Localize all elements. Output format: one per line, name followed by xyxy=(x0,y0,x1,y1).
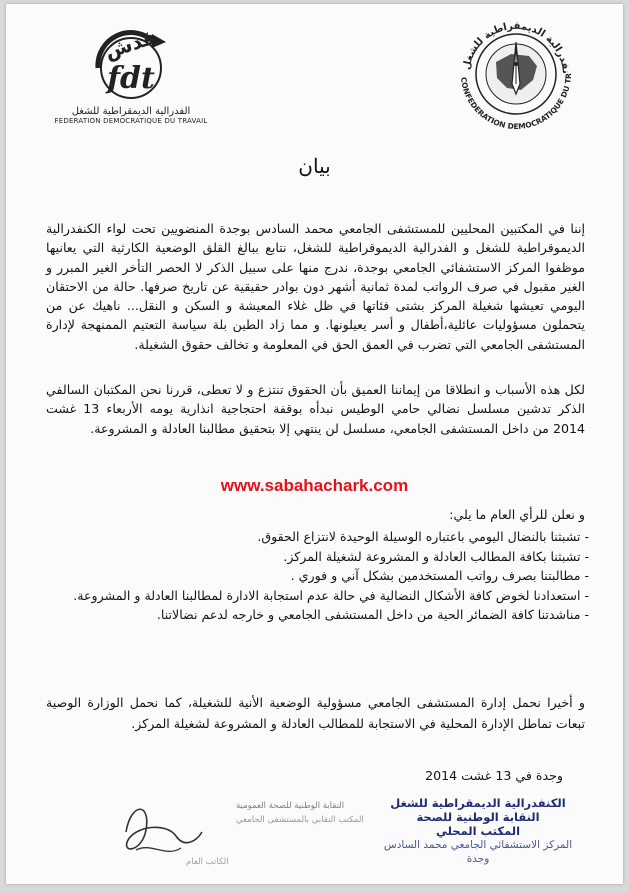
left-stamp xyxy=(106,792,364,872)
cdt-seal-icon xyxy=(451,14,581,134)
left-stamp-line1: النقابة الوطنية للصحة العمومية xyxy=(236,801,345,811)
document-date: وجدة في 13 غشت 2014 xyxy=(425,768,563,783)
fdt-arabic-wordmark: فدش xyxy=(101,24,159,64)
left-stamp-line3: الكاتب العام xyxy=(186,857,229,867)
list-item: - استعدادنا لخوض كافة الأشكال النضالية في حالة عدم استجابة الادارة لمطالبنا العادلة و المشروعة. xyxy=(73,587,589,603)
list-item: - تشبثنا بالنضال اليومي باعتباره الوسيلة الوحيدة لانتزاع الحقوق. xyxy=(257,529,589,544)
list-item: - تشبثنا بكافة المطالب العادلة و المشروعة لشغيلة المركز. xyxy=(283,548,589,564)
paragraph-intro: إننا في المكتبين المحليين للمستشفى الجامعي محمد السادس بوجدة المنضويين تحت لواء الكنفدرالية الديموقراطية للشغل و الفدرالية الديموقراطية للشغل، نتابع ببالغ القلق الوضعية الكارثية التي يعانيها موظفوا المركز الاستشفائي الجامعي بوجدة، ندرج منها على سبيل الذكر لا الحصر التأخر الغير المبرر و الغير مقبول في صرف الرواتب لمدة ثمانية أشهر دون بوادر حقيقية عن تاريخ صرفها. حالة من الاحتقان اليومي تعيشها شغيلة المركز بشتى فئاتها في ظل غلاء المعيشة و السكن و النقل... ناهيك عن من يتحملون مسؤوليات عائلية،أطفال و أسر يعيلونها. و مما زاد الطين بلة سياسة التعتيم الممنهجة لإدارة المستشفى الجامعي التي تضرب في العمق الحق في المعلومة و تخالف حقوق الشغيلة. xyxy=(46,221,585,352)
right-stamp-line5: وجدة xyxy=(466,853,490,865)
document-body xyxy=(46,219,585,438)
cdt-seal xyxy=(451,14,581,134)
right-stamp-line3: المكتب المحلي xyxy=(435,824,521,838)
list-item: - مطالبتنا بصرف رواتب المستخدمين بشكل آني و فوري . xyxy=(290,568,589,583)
demands-list xyxy=(46,527,589,625)
demands-intro: و نعلن للرأي العام ما يلي: xyxy=(449,507,585,522)
website-watermark: www.sabahachark.com xyxy=(220,476,409,495)
left-stamp-line2: المكتب النقابي بالمستشفى الجامعي xyxy=(236,815,364,825)
document-page xyxy=(6,4,623,884)
fdt-french-name: FEDERATION DEMOCRATIQUE DU TRAVAIL xyxy=(54,117,208,125)
document-title: بيان xyxy=(298,154,331,178)
fdt-acronym: fdt xyxy=(107,61,155,96)
fdt-arabic-name: الفدرالية الديمقراطية للشغل xyxy=(71,106,191,117)
right-stamp xyxy=(373,796,583,866)
fdt-logo xyxy=(46,26,216,125)
cdt-french-ring: CONFEDERATION DEMOCRATIQUE DU TR xyxy=(459,72,574,132)
paragraph-decision: لكل هذه الأسباب و انطلاقا من إيماننا العميق بأن الحقوق تنتزع و لا تعطى، قررنا نحن المكتبان السالفي الذكر تدشين مسلسل نضالي حامي الوطيس نبدأه بوقفة احتجاجية انذارية يومه الأربعاء 13 غشت 2014 من داخل المستشفى الجامعي، مسلسل لن ينتهي إلا بتحقيق مطالبنا العادلة و المشروعة. xyxy=(46,382,585,436)
right-stamp-line4: المركز الاستشفائي الجامعي محمد السادس xyxy=(383,839,573,851)
right-stamp-line1: الكنفدرالية الديمقراطية للشغل xyxy=(390,796,566,810)
list-item: - مناشدتنا كافة الضمائر الحية من داخل المستشفى الجامعي و خارجه لدعم نضالاتنا. xyxy=(156,607,589,622)
paragraph-final: و أخيرا نحمل إدارة المستشفى الجامعي مسؤولية الوضعية الأنية للشغيلة، كما نحمل الوزارة الوصية تبعات تماطل الإدارة المحلية في الاستجابة للمطالب العادلة و المشروعة لشغيلة المركز. xyxy=(46,695,585,731)
handwritten-signature-icon xyxy=(106,792,364,872)
right-stamp-line2: النقابة الوطنية للصحة xyxy=(416,810,540,824)
fdt-emblem-icon xyxy=(76,26,186,104)
cdt-arabic-ring: نفدرالية الديمقراطية للشغل xyxy=(461,20,571,75)
